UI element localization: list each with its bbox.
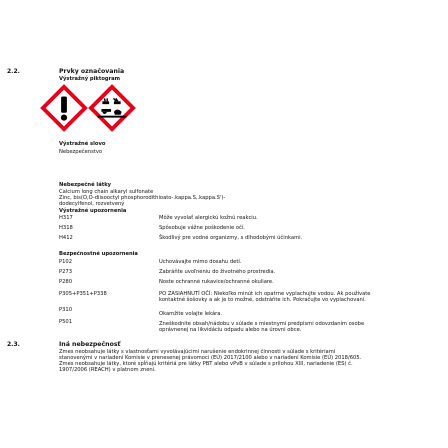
- section-title: Prvky označovania: [59, 68, 125, 75]
- precautionary-code: P102: [59, 259, 73, 265]
- section-title: Iná nebezpečnosť: [59, 341, 121, 348]
- section-number: 2.2.: [7, 68, 20, 75]
- hazard-code: H318: [59, 225, 73, 231]
- precautionary-code: P310: [59, 307, 73, 313]
- substance-item: Calcium long chain alkaryl sulfonate: [59, 189, 154, 195]
- paragraph-line: stanovenými v nariadení Komisie v prenesenej právomoci (EÚ) 2017/2100 alebo v nariadení Komisie (EÚ) 2018/605.: [59, 355, 362, 361]
- precautionary-code: P305+P351+P338: [59, 291, 107, 297]
- exclamation-mark-icon: [40, 84, 88, 132]
- hazard-statements-heading: Výstražné upozornenia: [59, 208, 127, 214]
- precautionary-code: P280: [59, 279, 73, 285]
- hazard-code: H412: [59, 235, 73, 241]
- section-number: 2.3.: [7, 341, 20, 348]
- precautionary-heading: Bezpečnostné upozornenia: [59, 251, 138, 257]
- paragraph-line: Zmes neobsahuje látky s vlastnosťami vyvolávajúcimi narušenie endokrinnej činnosti v súlade s kritériami: [59, 349, 336, 355]
- precautionary-text: Zabráňte uvoľneniu do životného prostredia.: [159, 269, 276, 275]
- corrosion-icon: [88, 84, 136, 132]
- precautionary-text: Noste ochranné rukavice/ochranné okuliare.: [159, 279, 274, 285]
- precautionary-text: PO ZASIAHNUTÍ OČÍ: Niekoľko minút ich opatrne vyplachujte vodou. Ak používate: [159, 291, 371, 297]
- precautionary-code: P273: [59, 269, 73, 275]
- hazard-text: Škodlivý pre vodné organizmy, s dlhodobými účinkami.: [159, 235, 303, 241]
- hazardous-substances-heading: Nebezpečné látky: [59, 182, 112, 188]
- substance-item: dodecylfenol, rozvetvený: [59, 201, 125, 207]
- precautionary-text: kontaktné šošovky a ak je to možné, odstráňte ich. Pokračujte vo vyplachovaní.: [159, 297, 366, 303]
- hazard-text: Spôsobuje vážne poškodenie očí.: [159, 225, 245, 231]
- precautionary-text: Zneškodnite obsah/nádobu v súlade s miestnymi predpismi odovzdaním osobe: [159, 321, 365, 327]
- paragraph-line: Zmes neobsahuje látky, ktoré spĺňajú kritériá pre látky PBT alebo vPvB v súlade s prílohou XIII, nariadenie (ES) č.: [59, 361, 353, 367]
- paragraph-line: 1907/2006 (REACH) v platnom znení.: [59, 367, 156, 373]
- pictogram-heading: Výstražný piktogram: [59, 76, 121, 82]
- signal-word-heading: Výstražné slovo: [59, 141, 106, 147]
- signal-word: Nebezpečenstvo: [59, 149, 103, 155]
- precautionary-text: oprávnenej na likvidáciu odpadu alebo na úrovni obce.: [159, 327, 302, 333]
- precautionary-code: P501: [59, 319, 73, 325]
- substance-item: Zinc, bis(O,O-diisooctyl phosphorodithioato-.kappa.S,.kappa.S')-: [59, 195, 226, 201]
- precautionary-text: Uchovávajte mimo dosahu detí.: [159, 259, 242, 265]
- hazard-code: H317: [59, 215, 73, 221]
- hazard-text: Môže vyvolať alergickú kožnú reakciu.: [159, 215, 258, 221]
- precautionary-text: Okamžite volajte lekára.: [159, 311, 223, 317]
